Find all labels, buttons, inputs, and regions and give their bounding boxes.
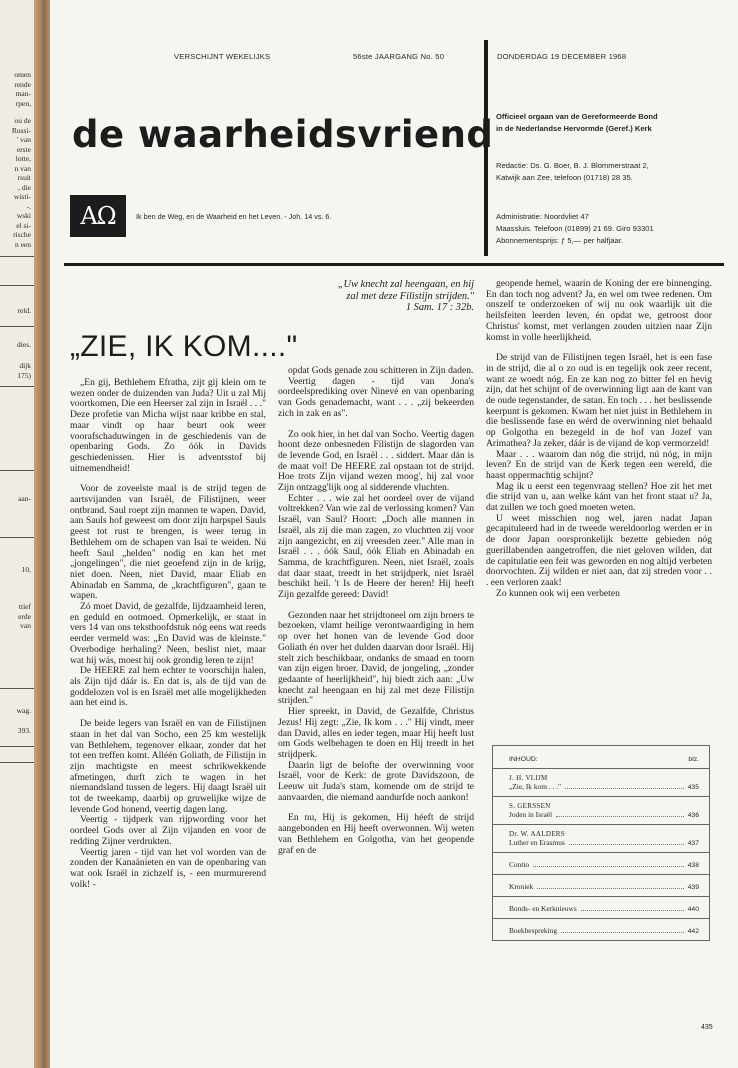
article-paragraph: De HEERE zal hem echter te voorschijn halen, als Zijn tijd dáár is. En dat is, als de tijd van de goddelozen vol is en Israël met alle mogelijkheden aan het eind is. [70,665,266,709]
toc-entry-label [509,802,552,819]
article-paragraph: Veertig dagen - tijd van Jona's oordeelsprediking over Ninevé en van openbaring van Gods genademacht, want . . . „zij bekeerden zich in zak en as". [278,375,474,419]
toc-entry-label [509,830,565,847]
frequency-label: VERSCHIJNT WEKELIJKS [174,52,271,61]
toc-leader-dots [569,844,684,845]
toc-entry [493,896,709,918]
masthead-title: de waarheidsvriend [72,113,494,156]
toc-entry-label [509,926,557,935]
strip-rule [0,746,34,747]
strip-fragment: reld. [17,306,31,315]
toc-page-heading: blz. [688,756,699,763]
toc-title: Luther en Erasmus [509,838,565,847]
article-paragraph: Veertig jaren - tijd van het vol worden van de zonden der Kanaänieten en van de openbaring van wat ook Israël in zichzelf is, - een murmurerend volk! - [70,846,266,890]
toc-author: S. GERSSEN [509,802,551,810]
strip-fragment: 10, [21,565,31,574]
toc-entry [493,796,709,824]
volume-label: 56ste JAARGANG No. 50 [353,52,445,61]
strip-fragment: 393. [17,726,31,735]
strip-fragment: ttief erde van [18,602,31,630]
newspaper-page [50,0,738,1068]
toc-entry-label [509,882,533,891]
toc-entry-label [509,904,577,913]
strip-fragment: dijk 175) [17,361,31,380]
article-column-1 [70,378,266,890]
toc-leader-dots [533,866,684,867]
date-label: DONDERDAG 19 DECEMBER 1968 [497,52,627,61]
redactie-info [496,160,649,184]
article-paragraph: geopende hemel, waarin de Koning der ere binnenging. En dan toch nog advent? Ja, en wel om twee redenen. Om onszelf te onderzoeken of wij nu ook waarlijk uit die heilsfeiten leerden leven, én opdat we, getroost door Christus' komst, met verlangen zouden uitzien naar Zijn komst in volle heerlijkheid. [486,278,712,343]
article-column-3 [486,279,712,599]
admin-line-3: Abonnementsprijs: ƒ 5,— per halfjaar. [496,236,624,245]
article-paragraph: De beide legers van Israël en van de Filistijnen staan in het dal van Socho, een 25 km westelijk van Bethlehem, tegenover elkaar, zonder dat het tot een treffen komt. Alléén Goliath, de Filistijn in zijn machtigste en meest schrikwekkende afmetingen, durft zich te wagen in het niemandsland tussen de legers. Hij daagt Israël uit tot de tweekamp, daarbij op gruwelijke wijze de levende God honend, veertig dagen lang. [70,718,266,815]
toc-entry [493,918,709,940]
article-paragraph: Veertig - tijdperk van rijpwording voor het oordeel Gods over al Zijn vijanden en voor de redding Zijner verdrukten. [70,814,266,847]
article-paragraph: „En gij, Bethlehem Efratha, zijt gij klein om te wezen onder de duizenden van Juda? Uit u zal Mij voortkomen, Die een Heerser zal zijn in Israël . . ." Deze profetie van Micha wijst naar kribbe en stal, maar vindt op haar beurt ook weer voorafschaduwingen in de geschiedenis van de openbaring Gods. Zo óók in Davids geschiedenissen. Hier is adventsstof bij uitnemendheid! [70,377,266,474]
toc-title: Bonds- en Kerknieuws [509,904,577,913]
toc-page: 436 [687,812,699,819]
redactie-line-2: Katwijk aan Zee, telefoon (01718) 28 35. [496,173,633,182]
redactie-line-1: Redactie: Ds. G. Boer, B. J. Blommerstraat 2, [496,161,649,170]
toc-entry-label [509,860,529,869]
toc-page: 440 [687,906,699,913]
toc-title: Kroniek [509,882,534,891]
toc-heading: INHOUD: [509,756,538,763]
toc-page: 435 [687,784,699,791]
toc-page: 442 [687,928,699,935]
article-paragraph: Voor de zoveelste maal is de strijd tegen de aartsvijanden van Israël, de Filistijnen, weer ontbrand. Saul roept zijn mannen te wapen. David, aan Sauls hof geweest om door zijn harpspel Sauls geest tot rust te brengen, is weer terug in Bethlehem om de schapen van Isaï te weiden. Nú heeft Saul „helden" nodig en kan het met „jongelingen", die niet geoefend zijn in de krijg, niet doen. Neen, niet David, maar Eliab en Abinadab en Samma, de „krachtfiguren", gaan te wapen. [70,483,266,602]
motto: Ik ben de Weg, en de Waarheid en het Leven. - Joh. 14 vs. 6. [136,212,332,221]
strip-rule [0,470,34,471]
strip-rule [0,386,34,387]
toc-leader-dots [561,932,684,933]
article-paragraph: Zo ook hier, in het dal van Socho. Veertig dagen hoont deze onbesneden Filistijn de slagorden van de levende God, en Israël . . . siddert. Maar dán is de maat vol! De HEERE zal opstaan tot de strijd. Hoe trots Zijn vijand wezen moog', hij zal voor Zijn ontzagg'lijk oog al sidderende vluchten. [278,428,474,494]
toc-leader-dots [581,910,684,911]
article-paragraph: opdat Gods genade zou schitteren in Zijn daden. [288,365,474,376]
strip-rule [0,326,34,327]
strip-fragment: aan- [18,494,31,503]
toc-entry [493,768,709,796]
article-column-2 [278,366,474,856]
toc-leader-dots [565,788,684,789]
strip-rule [0,688,34,689]
epigraph-reference: 1 Sam. 17 : 32b. [405,302,474,313]
toc-leader-dots [537,888,683,889]
admin-line-1: Administratie: Noordvliet 47 [496,212,589,221]
alpha-omega-logo: ΑΩ [70,195,126,237]
table-of-contents [492,745,710,941]
epigraph-line-2: zal met deze Filistijn strijden." [346,290,474,302]
toc-entry-label [509,774,561,791]
strip-rule [0,285,34,286]
toc-title: Boekbespreking [509,926,558,935]
header-horizontal-rule [64,263,724,266]
strip-fragment: dies. [17,340,31,349]
strip-rule [0,537,34,538]
article-paragraph: Daarin ligt de belofte der overwinning voor Israël, voor de Kerk: de grote Davidszoon, de Leeuw uit Juda's stam, komende om de strijd te aanvaarden, die niemand aandurfde noch aankon! [278,759,474,803]
article-paragraph: Zó moet David, de gezalfde, lijdzaamheid leren, en geduld en ootmoed. Opmerkelijk, er staat in vers 14 van ons teksthoofdstuk nóg eens wat reeds eerder vermeld was: „En David was de kleinste." Overbodige herhaling? Neen, beslist niet, maar wat hij wás, moest hij ook grondig leren te zijn! [70,601,266,666]
article-paragraph: Echter . . . wie zal het oordeel over de vijand voltrekken? Van wie zal de verlossing komen? Van Israël, van Saul? Hoort: „Doch alle mannen in Israël, als zij die man zagen, zo vluchtten zij voor zijn aangezicht, en zij vreesden zeer." Alle man in Israël . . . óók Saul, óók Eliab en Abinadab en Samma, de krachtfiguren. Neen, niet Israël, zoals dat daar staat, treedt in het strijdperk, niet Israël beschikt heil. 't Is de Heere der heren! Hij heeft Zijn gezalfde gereed: David! [278,492,474,601]
toc-title: Joden in Israël [509,810,553,819]
epigraph-line-1: „Uw knecht zal heengaan, en hij [337,279,474,290]
toc-entry [493,852,709,874]
toc-leader-dots [556,816,684,817]
toc-entry [493,824,709,852]
toc-entry [493,874,709,896]
organ-info [496,111,658,135]
toc-title: Contio [509,860,530,869]
administratie-info [496,211,654,247]
book-binding [34,0,50,1068]
toc-page: 438 [687,862,699,869]
article-paragraph: U weet misschien nog wel, jaren nadat Japan gecapituleerd had in de tweede wereldoorlog werden er in de door Japan oorspronkelijk bezette gebieden nóg guerillabenden aangetroffen, die niet geloven wilden, dat de capitulatie een feit was geworden en nog altijd verbeten doorvochten. Zij wilden er niet aan, dat zij streden voor . . . een verloren zaak! [486,512,712,588]
strip-fragment: omen rende man- rpen, [14,70,31,108]
toc-page: 437 [687,840,699,847]
strip-fragment: wag. [16,706,31,715]
epigraph [276,279,474,314]
article-paragraph: Mag ik u eerst een tegenvraag stellen? Hoe zit het met die strijd van u, aan welke kánt van het front staat u? Ja, dat zullen we toch goed moeten weten. [486,480,712,514]
strip-fragment: ou de Russi- ' van erste lotte, n van rsuit , die wisti- -. wski el si- rische n een [11,116,31,249]
strip-rule [0,256,34,257]
toc-author: J. H. VLIJM [509,774,548,782]
article-paragraph: En nu, Hij is gekomen, Hij héeft de strijd aangebonden en Hij heeft overwonnen. Wij weten van Bethlehem en Golgotha, van het geopende graf en de [278,812,474,856]
toc-page: 439 [687,884,699,891]
admin-line-2: Maassluis. Telefoon (01899) 21 69. Giro 93301 [496,224,654,233]
organ-line-1: Officieel orgaan van de Gereformeerde Bond [496,112,658,121]
toc-heading-row [493,746,709,768]
toc-title: „Zie, Ik kom . . ." [509,782,562,791]
adjacent-page-strip [0,0,34,1068]
page-number: 435 [701,1024,713,1031]
article-paragraph: Hier spreekt, in David, de Gezalfde, Christus Jezus! Hij zegt: „Zie, Ik kom . . ." Hij vindt, meer dan David, alles en ieder tegen, maar Hij heeft lust om Gods welbehagen te doen en Hij treedt in het strijdperk. [278,706,474,760]
article-paragraph: Zo kunnen ook wij een verbeten [496,587,620,599]
article-paragraph: Maar . . . waarom dan nóg die strijd, nú nóg, in mijn leven? En de strijd van de Kerk tegen een wereld, die haast oppermachtig schijnt? [486,448,712,481]
organ-line-2: in de Nederlandse Hervormde (Geref.) Kerk [496,124,652,133]
article-paragraph: De strijd van de Filistijnen tegen Israël, het is een fase in de strijd, die al o zo oud is en tegelijk ook zeer recent, want ze woedt nóg. En ze kan nog zo bitter fel en hevig zijn, dat het schijnt of de overwinning ligt aan de kant van de oude tegenstander, de satan. En toch . . . het beslissende keerpunt is gekomen. Kwam het niet juist in Bethlehem in die beslissende fase en wérd de overwinning niet behaald op Golgotha en bezegeld in de hof van Jozef van Arimathea? Ja zeker, dáár is de vijand de kop vermorzeld! [486,352,712,449]
toc-author: Dr. W. AALDERS [509,830,565,838]
article-paragraph: Gezonden naar het strijdtoneel om zijn broers te bezoeken, vlamt heilige verontwaardiging in hem op over het honen van de levende God door Goliath én over het dulden daarvan door Israël. Hij stelt zich beschikbaar, ondanks de smaad en toorn van zijn eigen broer. David, de jongeling, „zonder gedaante of heerlijkheid", hij biedt zich aan: „Uw knecht zal heengaan en hij zal met deze Filistijn strijden." [278,609,474,707]
strip-rule [0,762,34,763]
article-headline: „ZIE, IK KOM...." [70,330,298,363]
